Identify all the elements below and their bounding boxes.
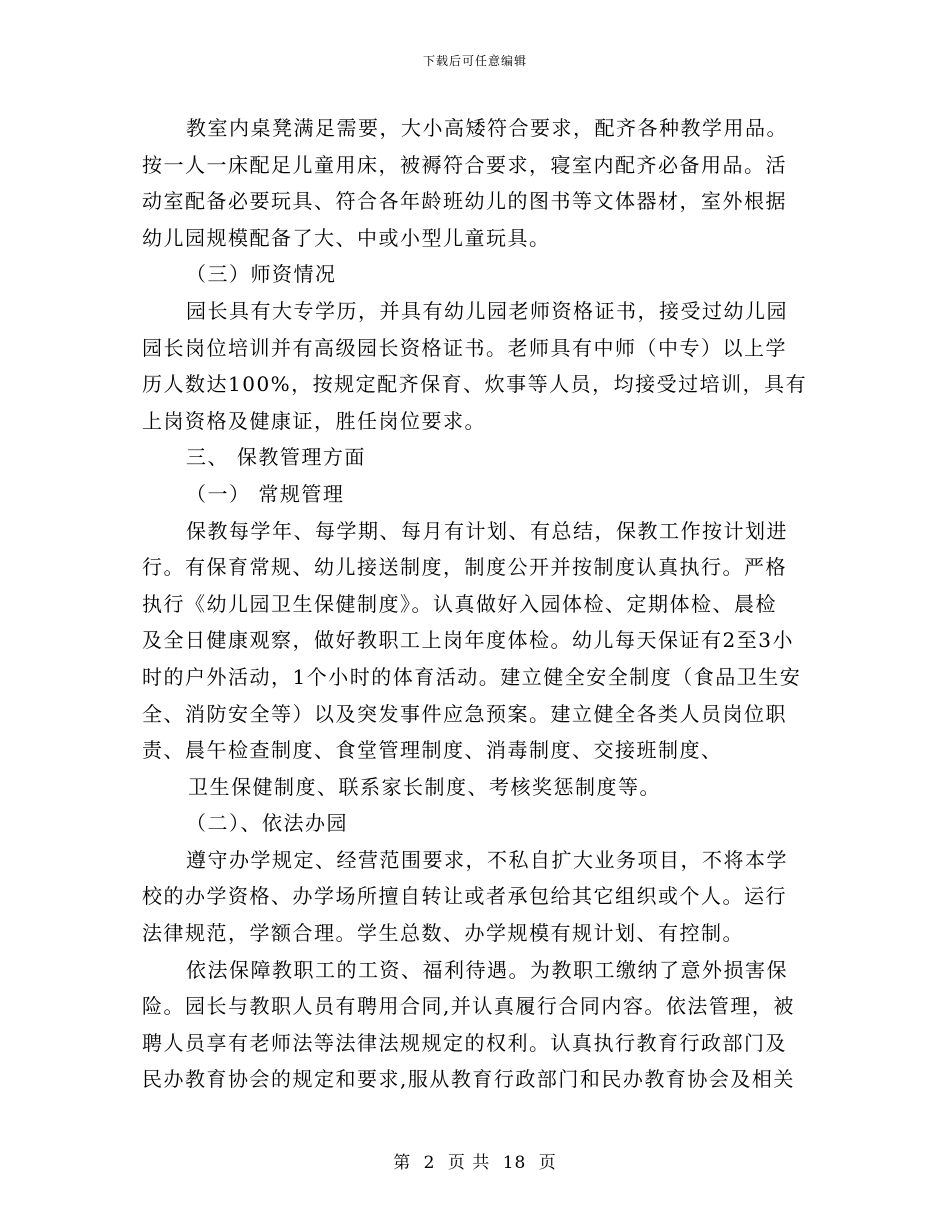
footer-total-pages: 18 [502,1153,527,1173]
page-footer [0,1152,950,1174]
text-line: 园长具有大专学历，并具有幼儿园老师资格证书，接受过幼儿园 [186,298,788,323]
footer-page-number: 2 [423,1153,436,1173]
text-line: （三）师资情况 [186,262,337,287]
text-line: 聘人员享有老师法等法律法规规定的权利。认真执行教育行政部门及 [142,1030,787,1055]
page-header-note: 下载后可任意编辑 [422,54,527,68]
text-line: 法律规范，学额合理。学生总数、办学规模有规计划、有控制。 [142,921,744,946]
text-line: 上岗资格及健康证，胜任岗位要求。 [142,408,486,433]
text-line: 责、晨午检查制度、食堂管理制度、消毒制度、交接班制度、 [142,738,723,763]
text-line: 险。园长与教职人员有聘用合同,并认真履行合同内容。依法管理，被 [142,994,795,1019]
text-line: 校的办学资格、办学场所擅自转让或者承包给其它组织或个人。运行 [142,884,787,909]
text-line: （二）、依法办园 [186,811,348,836]
text-line: 保教每学年、每学期、每月有计划、有总结，保教工作按计划进 [186,518,788,543]
text-line: 时的户外活动，1个小时的体育活动。建立健全安全制度（食品卫生安 [142,664,802,689]
text-line: 民办教育协会的规定和要求,服从教育行政部门和民办教育协会及相关 [142,1067,795,1092]
text-line: 行。有保育常规、幼儿接送制度，制度公开并按制度认真执行。严格 [142,555,787,580]
text-line: 动室配备必要玩具、符合各年龄班幼儿的图书等文体器材，室外根据 [142,189,787,214]
text-line: 历人数达100%，按规定配齐保育、炊事等人员，均接受过培训，具有 [142,372,808,397]
document-body [142,110,812,1098]
text-line: 园长岗位培训并有高级园长资格证书。老师具有中师（中专）以上学 [142,335,787,360]
text-line: 执行《幼儿园卫生保健制度》。认真做好入园体检、定期体检、晨检 [142,591,777,616]
text-line: 按一人一床配足儿童用床，被褥符合要求，寝室内配齐必备用品。活 [142,152,787,177]
text-line: 全、消防安全等）以及突发事件应急预案。建立健全各类人员岗位职 [142,701,787,726]
text-line: 教室内桌凳满足需要，大小高矮符合要求，配齐各种教学用品。 [186,116,788,140]
text-line: 幼儿园规模配备了大、中或小型儿童玩具。 [142,225,551,250]
text-line: 三、 保教管理方面 [186,445,366,470]
text-line: 及全日健康观察，做好教职工上岗年度体检。幼儿每天保证有2至3小 [142,628,794,653]
text-line: （一） 常规管理 [186,481,345,506]
footer-suffix: 页 [538,1153,557,1173]
text-line: 遵守办学规定、经营范围要求，不私自扩大业务项目，不将本学 [186,847,788,872]
footer-prefix: 第 [393,1153,412,1173]
text-line: 卫生保健制度、联系家长制度、考核奖惩制度等。 [188,774,661,799]
footer-middle: 页 共 [447,1153,491,1173]
text-line: 依法保障教职工的工资、福利待遇。为教职工缴纳了意外损害保 [186,957,788,982]
